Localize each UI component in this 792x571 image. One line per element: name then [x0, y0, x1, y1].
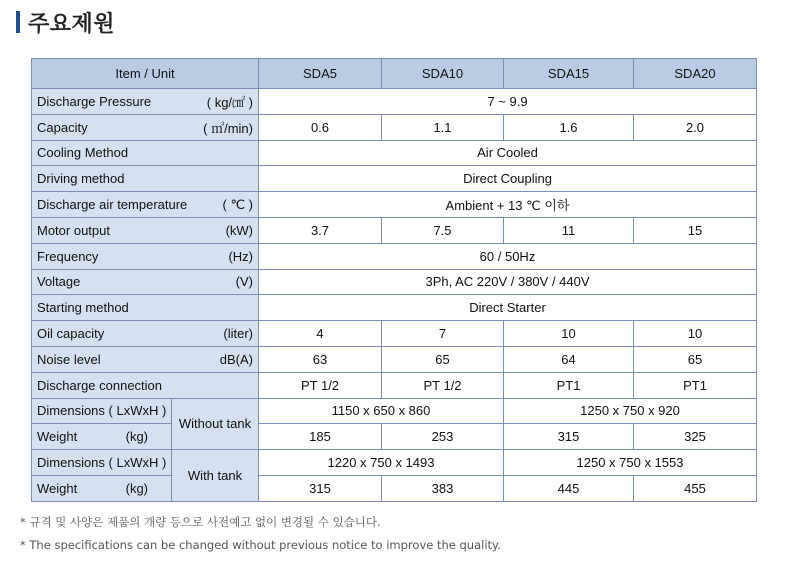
cell-value: 4	[259, 321, 382, 347]
table-row-starting-method	[32, 295, 757, 321]
row-label: Driving method	[32, 166, 259, 192]
row-label: Frequency	[37, 248, 99, 264]
table-row-oil-capacity	[32, 321, 757, 347]
table-row-motor-output	[32, 217, 757, 243]
row-label: Discharge air temperature	[37, 197, 188, 213]
cell-value: 15	[634, 217, 757, 243]
table-row-dimensions-without-tank	[32, 398, 757, 424]
table-row-weight-with-tank	[32, 475, 757, 501]
table-row-capacity	[32, 114, 757, 140]
table-row-frequency	[32, 243, 757, 269]
row-label: Voltage	[37, 274, 81, 290]
title-accent-bar	[16, 11, 20, 33]
cell-value: 445	[504, 475, 634, 501]
row-label: Weight	[37, 480, 78, 496]
row-label: Discharge Pressure	[37, 93, 152, 109]
cell-value: PT1	[504, 372, 634, 398]
table-header-row	[32, 59, 757, 89]
table-row-voltage	[32, 269, 757, 295]
cell-value: 325	[634, 424, 757, 450]
cell-value: 1250 x 750 x 1553	[504, 450, 757, 476]
cell-value: 253	[382, 424, 504, 450]
row-label: Dimensions ( LxWxH )	[32, 398, 172, 424]
header-model: SDA10	[382, 59, 504, 89]
cell-value: 7	[382, 321, 504, 347]
row-unit: (kW)	[225, 222, 253, 238]
table-row-discharge-connection	[32, 372, 757, 398]
cell-value: 1.1	[382, 114, 504, 140]
header-model: SDA20	[634, 59, 757, 89]
cell-value: 0.6	[259, 114, 382, 140]
table-row-dimensions-with-tank	[32, 450, 757, 476]
row-label: Discharge connection	[32, 372, 259, 398]
table-row-weight-without-tank	[32, 424, 757, 450]
row-unit: dB(A)	[219, 351, 253, 367]
row-label: Oil capacity	[37, 326, 105, 342]
row-label: Cooling Method	[32, 140, 259, 166]
row-label: Motor output	[37, 222, 110, 238]
cell-value: 7.5	[382, 217, 504, 243]
row-unit: (Hz)	[228, 248, 253, 264]
header-model: SDA5	[259, 59, 382, 89]
cell-value: 1.6	[504, 114, 634, 140]
footnote-korean: * 규격 및 사양은 제품의 개량 등으로 사전예고 없이 변경될 수 있습니다.	[20, 515, 381, 529]
cell-value: 64	[504, 346, 634, 372]
cell-value: 455	[634, 475, 757, 501]
cell-value: 7 ~ 9.9	[259, 89, 757, 115]
cell-value: 3Ph, AC 220V / 380V / 440V	[259, 269, 757, 295]
cell-value: PT1	[634, 372, 757, 398]
cell-value: 185	[259, 424, 382, 450]
row-label: Weight	[37, 429, 78, 445]
cell-value: 11	[504, 217, 634, 243]
cell-value: 1220 x 750 x 1493	[259, 450, 504, 476]
cell-value: Air Cooled	[259, 140, 757, 166]
cell-value: 10	[504, 321, 634, 347]
row-label: Starting method	[32, 295, 259, 321]
cell-value: 63	[259, 346, 382, 372]
footnote-english: * The specifications can be changed without previous notice to improve the quality.	[20, 538, 501, 552]
cell-value: 1150 x 650 x 860	[259, 398, 504, 424]
cell-value: PT 1/2	[259, 372, 382, 398]
cell-value: 315	[504, 424, 634, 450]
row-label: Dimensions ( LxWxH )	[32, 450, 172, 476]
row-unit: (liter)	[223, 326, 253, 342]
table-row-discharge-air-temperature	[32, 192, 757, 218]
row-label: Noise level	[37, 351, 101, 367]
table-row-driving-method	[32, 166, 757, 192]
row-unit: (V)	[235, 274, 253, 290]
cell-value: 60 / 50Hz	[259, 243, 757, 269]
group-label-with-tank: With tank	[172, 450, 259, 502]
row-unit: ( ㎥/min)	[203, 120, 253, 136]
group-label-without-tank: Without tank	[172, 398, 259, 450]
cell-value: Ambient + 13 ℃ 이하	[259, 192, 757, 218]
row-unit: (kg)	[125, 480, 148, 496]
cell-value: Direct Coupling	[259, 166, 757, 192]
table-row-cooling-method	[32, 140, 757, 166]
spec-table	[31, 58, 757, 502]
cell-value: PT 1/2	[382, 372, 504, 398]
cell-value: 65	[382, 346, 504, 372]
cell-value: Direct Starter	[259, 295, 757, 321]
header-model: SDA15	[504, 59, 634, 89]
row-unit: ( ℃ )	[222, 196, 253, 212]
row-label: Capacity	[37, 119, 88, 135]
cell-value: 315	[259, 475, 382, 501]
table-row-noise-level	[32, 346, 757, 372]
cell-value: 1250 x 750 x 920	[504, 398, 757, 424]
row-unit: ( kg/㎠ )	[206, 94, 253, 110]
cell-value: 383	[382, 475, 504, 501]
cell-value: 3.7	[259, 217, 382, 243]
page-title: 주요제원	[28, 12, 116, 37]
row-unit: (kg)	[125, 429, 148, 445]
header-item-unit: Item / Unit	[32, 59, 259, 89]
table-row-discharge-pressure	[32, 89, 757, 115]
cell-value: 65	[634, 346, 757, 372]
cell-value: 10	[634, 321, 757, 347]
cell-value: 2.0	[634, 114, 757, 140]
